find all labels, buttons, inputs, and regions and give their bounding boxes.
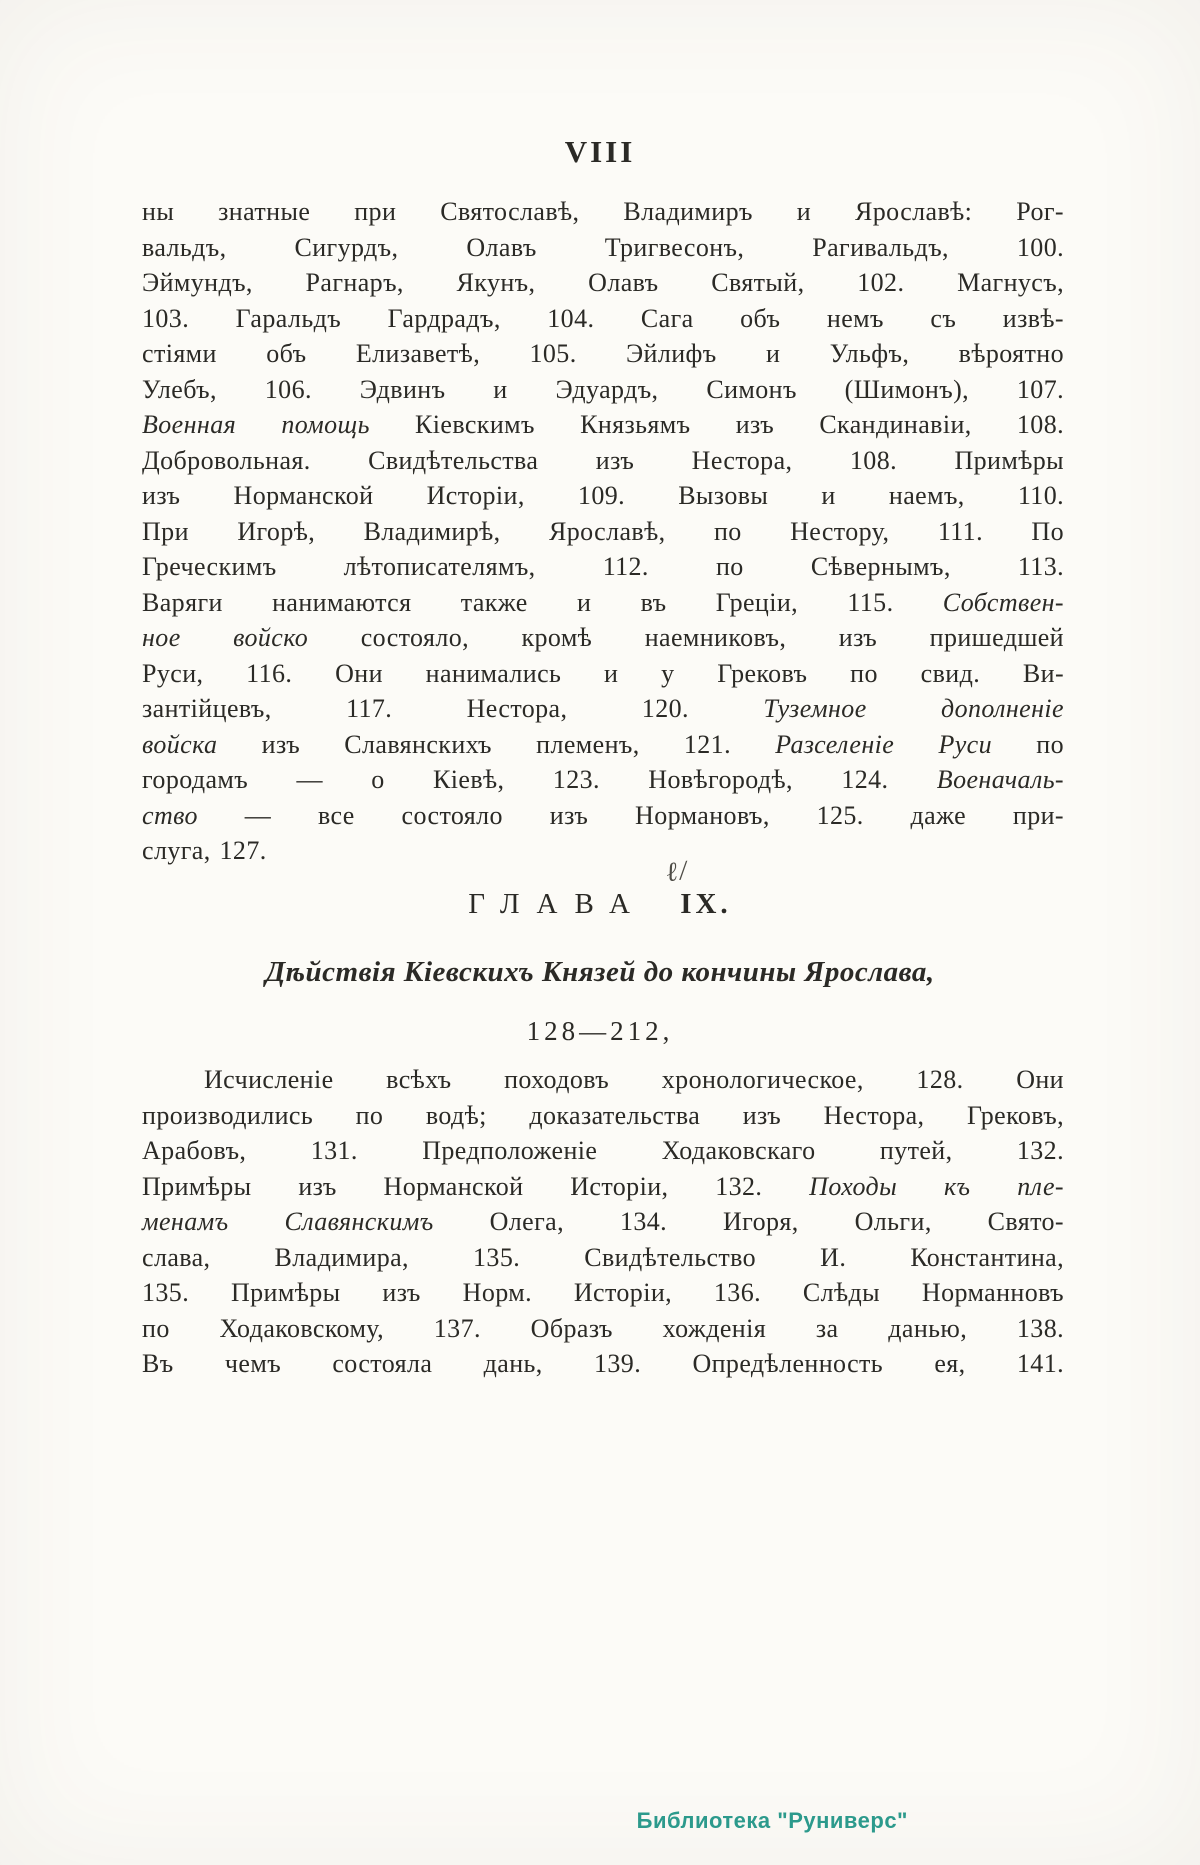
text-line: менамъ Славянскимъ Олега, 134. Игоря, Ольги, Свято- — [142, 1207, 1064, 1236]
text-line: ны знатные при Святославѣ, Владимиръ и Ярославѣ: Рог- — [142, 197, 1064, 226]
chapter-page-range: 128—212, — [526, 1016, 674, 1046]
pencil-mark: ℓ/ — [663, 854, 691, 888]
text-line: Въ чемъ состояла дань, 139. Опредѣленность ея, 141. — [142, 1349, 1064, 1378]
text-line: Греческимъ лѣтописателямъ, 112. по Сѣвернымъ, 113. — [142, 552, 1064, 581]
text-line: слава, Владимира, 135. Свидѣтельство И. Константина, — [142, 1242, 1064, 1272]
text-line: войска изъ Славянскихъ племенъ, 121. Разселеніе Руси по — [142, 729, 1064, 759]
text-line: Эймундъ, Рагнаръ, Якунъ, Олавъ Святый, 102. Магнусъ, — [142, 268, 1064, 297]
library-watermark: Библиотека "Руниверс" — [636, 1808, 908, 1833]
text-line: Примѣры изъ Норманской Исторіи, 132. Походы къ пле- — [142, 1171, 1064, 1201]
toc-paragraph-continuation — [142, 194, 1064, 869]
text-line: 103. Гаральдъ Гардрадъ, 104. Сага объ немъ съ извѣ- — [142, 303, 1064, 333]
text-line: городамъ — о Кіевѣ, 123. Новѣгородѣ, 124. Военачаль- — [142, 765, 1064, 794]
section-title: Дѣйствія Кіевскихъ Князей до кончины Ярослава, — [265, 956, 935, 988]
text-line: ство — все состояло изъ Нормановъ, 125. даже при- — [142, 800, 1064, 830]
text-line: Исчисленіе всѣхъ походовъ хронологическое, 128. Они — [204, 1065, 1064, 1094]
text-line: При Игорѣ, Владимирѣ, Ярославѣ, по Нестору, 111. По — [142, 516, 1064, 546]
text-line: зантійцевъ, 117. Нестора, 120. Туземное дополненіе — [142, 694, 1064, 723]
text-line: слуга, 127. — [142, 836, 267, 865]
text-line: Руси, 116. Они нанимались и у Грековъ по свид. Ви- — [142, 658, 1064, 688]
chapter-label: ГЛАВА — [468, 888, 647, 920]
text-line: вальдъ, Сигурдъ, Олавъ Тригвесонъ, Рагивальдъ, 100. — [142, 232, 1064, 262]
text-line: ное войско состояло, кромѣ наемниковъ, изъ пришедшей — [142, 623, 1064, 652]
text-line: стіями объ Елизаветѣ, 105. Эйлифъ и Ульфъ, вѣроятно — [142, 339, 1064, 368]
text-line: производились по водѣ; доказательства изъ Нестора, Грековъ, — [142, 1100, 1064, 1130]
text-line: Арабовъ, 131. Предположеніе Ходаковскаго путей, 132. — [142, 1136, 1064, 1165]
text-line: изъ Норманской Исторіи, 109. Вызовы и наемъ, 110. — [142, 481, 1064, 510]
toc-paragraph-chapter9 — [142, 1062, 1064, 1382]
page-number: VIII — [564, 134, 636, 169]
chapter-number: IX. — [680, 888, 732, 920]
text-line: Улебъ, 106. Эдвинъ и Эдуардъ, Симонъ (Шимонъ), 107. — [142, 374, 1064, 404]
text-line: Варяги нанимаются также и въ Греціи, 115. Собствен- — [142, 587, 1064, 617]
text-line: 135. Примѣры изъ Норм. Исторіи, 136. Слѣды Норманновъ — [142, 1278, 1064, 1307]
text-line: Военная помощь Кіевскимъ Князьямъ изъ Скандинавіи, 108. — [142, 410, 1064, 439]
text-line: по Ходаковскому, 137. Образъ хожденія за данью, 138. — [142, 1313, 1064, 1343]
text-line: Добровольная. Свидѣтельства изъ Нестора, 108. Примѣры — [142, 445, 1064, 475]
chapter-heading — [0, 854, 1200, 921]
